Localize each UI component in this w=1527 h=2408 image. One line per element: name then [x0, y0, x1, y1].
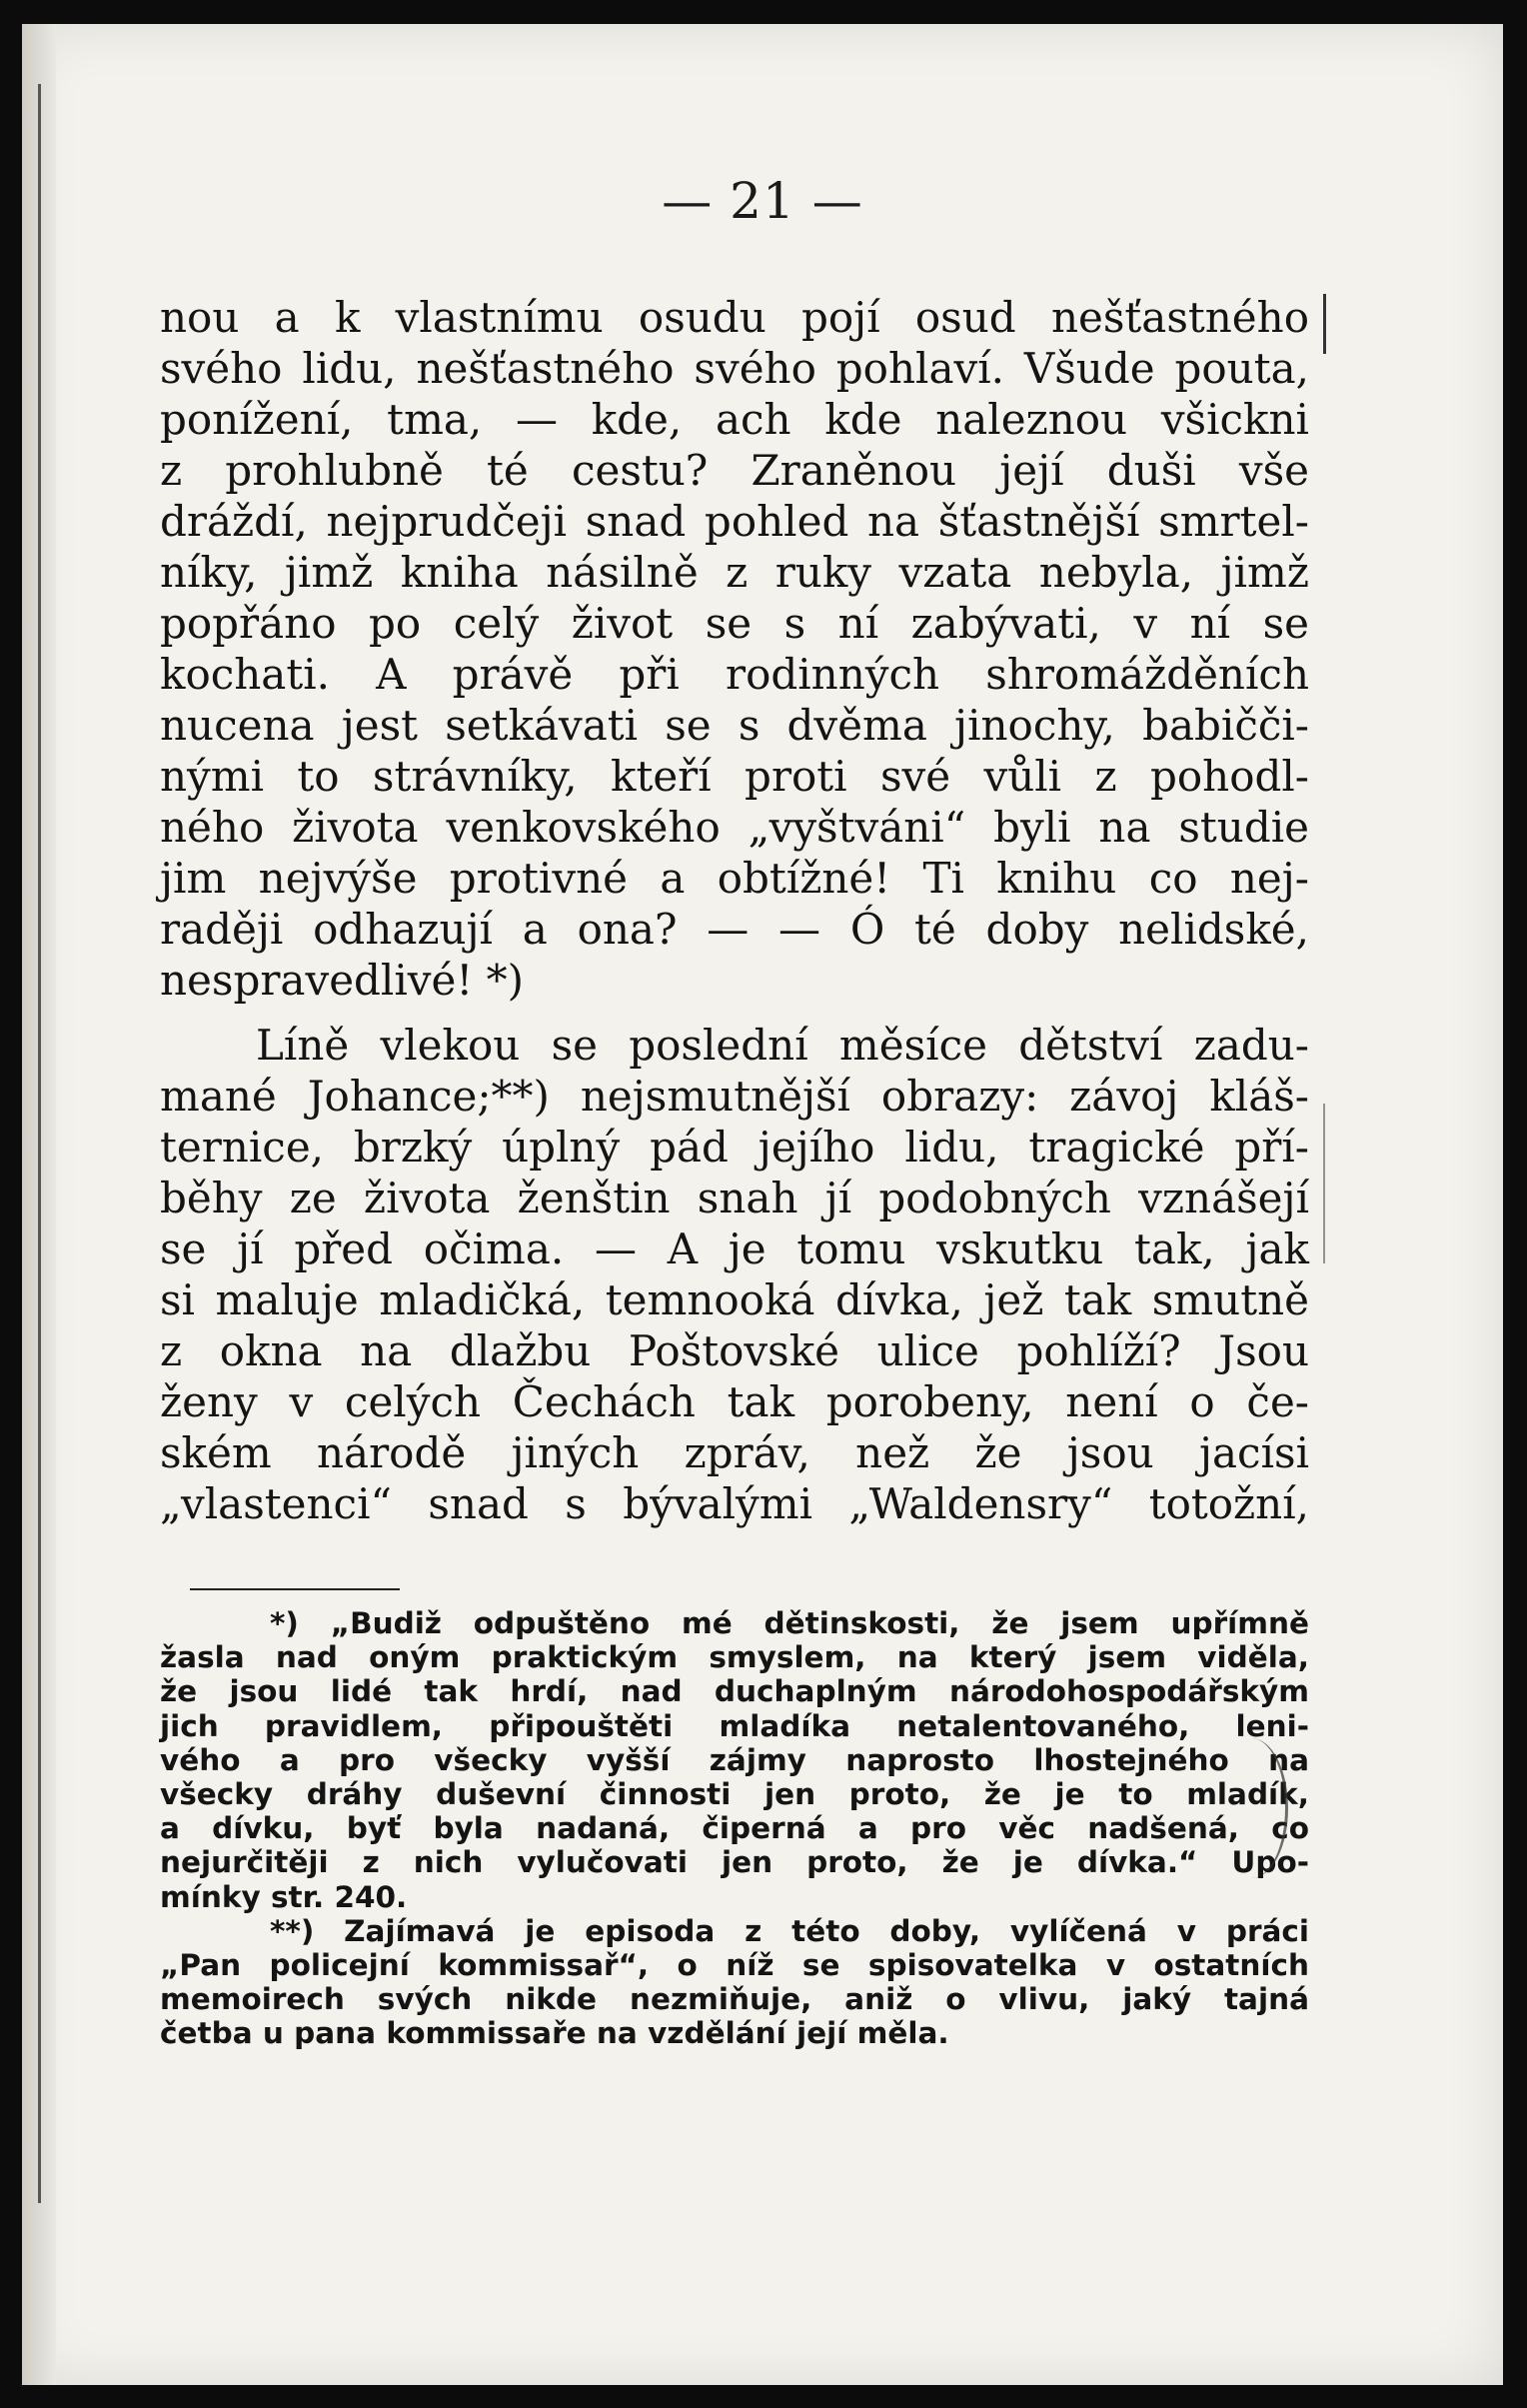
main-text	[160, 292, 1309, 1529]
footnote-line: *) „Budiž odpuštěno mé dětinskosti, že jsem upřímně	[270, 1606, 1309, 1640]
footnote-line: žasla nad oným praktickým smyslem, na který jsem viděla,	[160, 1640, 1309, 1675]
footnote-line: četba u pana kommissaře na vzdělání její měla.	[160, 2016, 949, 2051]
text-line: nucena jest setkávati se s dvěma jinochy, babičči-	[160, 701, 1309, 750]
text-line: dráždí, nejprudčeji snad pohled na šťastnější smrtel-	[160, 497, 1309, 546]
text-line: popřáno po celý život se s ní zabývati, v ní se	[160, 599, 1309, 648]
text-line: Líně vlekou se poslední měsíce dětství zadu-	[256, 1021, 1309, 1070]
text-line: ponížení, tma, — kde, ach kde naleznou všickni	[160, 395, 1309, 444]
text-line: ného života venkovského „vyštváni“ byli na studie	[160, 803, 1309, 852]
text-line: z okna na dlažbu Poštovské ulice pohlíží? Jsou	[160, 1326, 1309, 1375]
footnote-line: nejurčitěji z nich vylučovati jen proto, že je dívka.“ Upo-	[160, 1845, 1309, 1880]
footnote-line: vého a pro všecky vyšší zájmy naprosto lhostejného na	[160, 1742, 1309, 1777]
text-line: ském národě jiných zpráv, než že jsou jacísi	[160, 1428, 1309, 1477]
text-line: nespravedlivé! *)	[160, 956, 524, 1005]
footnotes	[160, 1606, 1309, 2051]
text-line: nými to strávníky, kteří proti své vůli z pohodl-	[160, 752, 1309, 801]
footnote-line: „Pan policejní kommissař“, o níž se spisovatelka v ostatních	[160, 1948, 1309, 1983]
footnote-line: mínky str. 240.	[160, 1879, 408, 1914]
text-line: svého lidu, nešťastného svého pohlaví. Všude pouta,	[160, 344, 1309, 393]
footnote-line: memoirech svých nikde nezmiňuje, aniž o vlivu, jaký tajná	[160, 1982, 1309, 2017]
text-line: níky, jimž kniha násilně z ruky vzata nebyla, jimž	[160, 548, 1309, 597]
text-line: se jí před očima. — A je tomu vskutku tak, jak	[160, 1224, 1309, 1273]
footnote-line: **) Zajímavá je episoda z této doby, vylíčená v práci	[270, 1913, 1309, 1948]
text-line: ternice, brzký úplný pád jejího lidu, tragické pří-	[160, 1123, 1309, 1172]
margin-bracket-mark	[1215, 1738, 1288, 1878]
margin-mark-line	[1323, 1104, 1325, 1263]
binding-crease	[38, 84, 41, 2203]
text-line: jim nejvýše protivné a obtížné! Ti knihu co nej-	[160, 854, 1309, 903]
text-line: kochati. A právě při rodinných shromážděních	[160, 650, 1309, 699]
text-line: z prohlubně té cestu? Zraněnou její duši vše	[160, 446, 1309, 495]
margin-mark-line	[1323, 294, 1326, 354]
text-line: ženy v celých Čechách tak porobeny, není o če-	[160, 1377, 1309, 1426]
footnote-line: jich pravidlem, připouštěti mladíka netalentovaného, leni-	[160, 1708, 1309, 1743]
footnote-2	[160, 1914, 1309, 2051]
text-line: nou a k vlastnímu osudu pojí osud nešťastného	[160, 293, 1309, 342]
text-line: „vlastenci“ snad s bývalými „Waldensry“ totožní,	[160, 1479, 1309, 1528]
book-page	[22, 24, 1503, 2385]
paragraph-2	[160, 1020, 1309, 1529]
footnote-separator	[190, 1588, 400, 1590]
text-line: si maluje mladičká, temnooká dívka, jež tak smutně	[160, 1275, 1309, 1324]
footnote-line: že jsou lidé tak hrdí, nad duchaplným národohospodářským	[160, 1674, 1309, 1709]
page-number: — 21 —	[662, 172, 863, 230]
paragraph-1	[160, 292, 1309, 1006]
text-line: raději odhazují a ona? — — Ó té doby nelidské,	[160, 905, 1309, 954]
footnote-line: a dívku, byť byla nadaná, čiperná a pro věc nadšená, co	[160, 1811, 1309, 1846]
text-line: běhy ze života ženštin snah jí podobných vznášejí	[160, 1174, 1309, 1222]
text-line: mané Johance;**) nejsmutnější obrazy: závoj kláš-	[160, 1072, 1309, 1121]
footnote-line: všecky dráhy duševní činnosti jen proto, že je to mladík,	[160, 1777, 1309, 1812]
footnote-1	[160, 1606, 1309, 1914]
